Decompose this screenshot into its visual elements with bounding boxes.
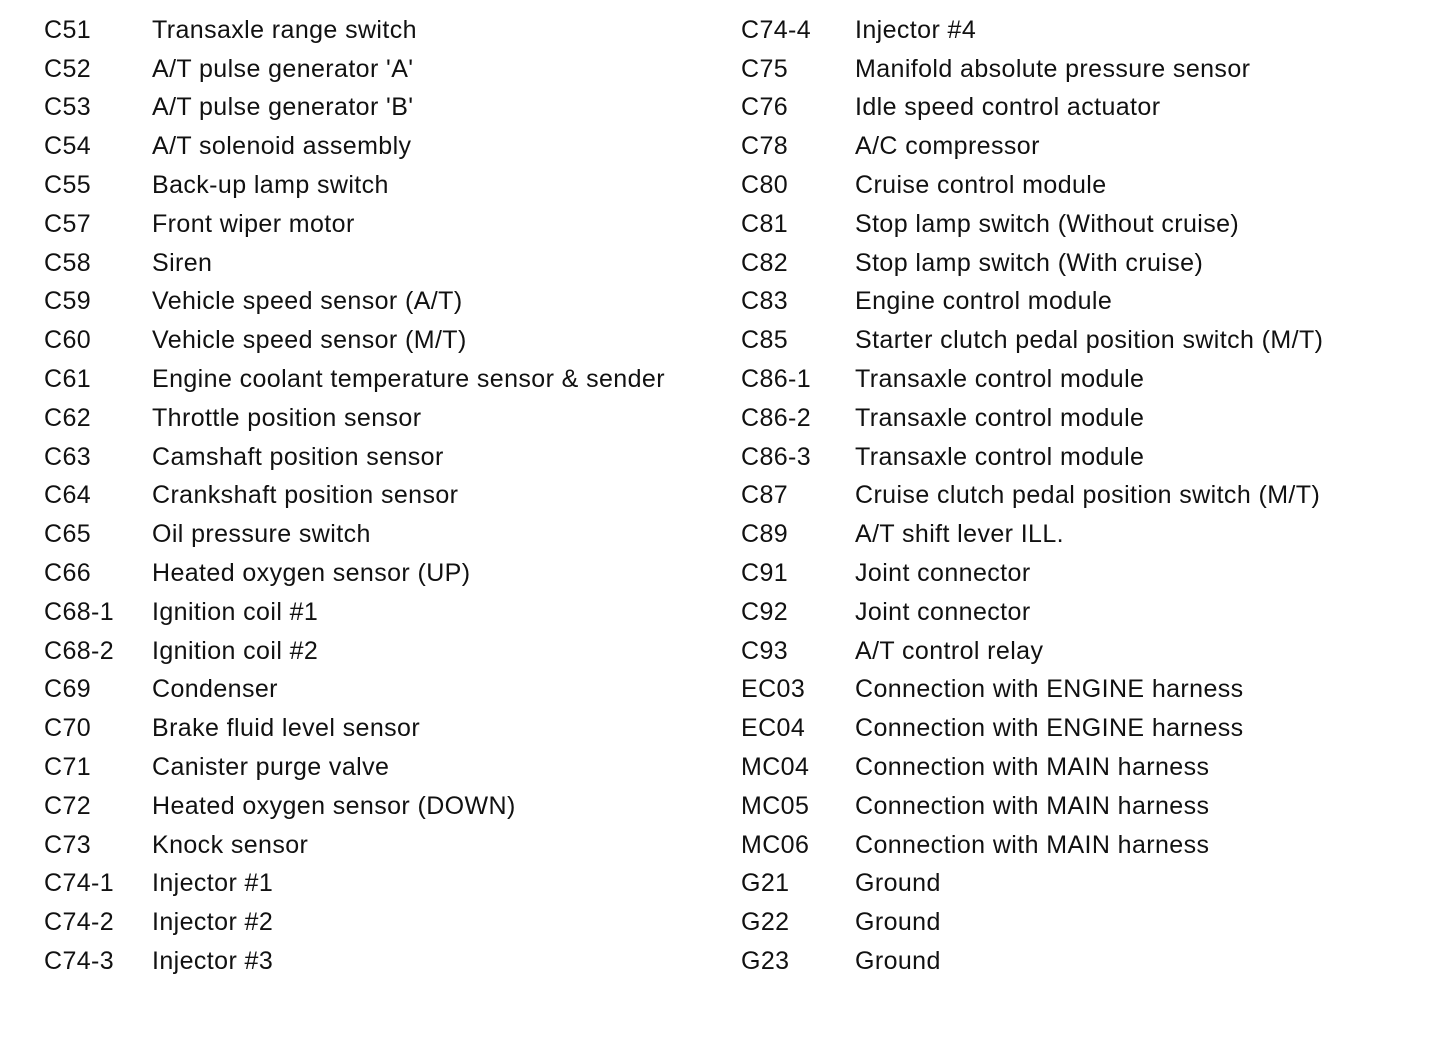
connector-row [44,903,714,942]
connector-code: C75 [741,54,789,83]
connector-code: C80 [741,171,789,200]
connector-row [44,360,714,399]
connector-description: Manifold absolute pressure sensor [855,54,1251,83]
connector-code: C72 [44,791,92,820]
connector-row [741,11,1421,50]
connector-code: C91 [741,559,789,588]
connector-code: MC06 [741,830,810,859]
connector-row [44,399,714,438]
connector-description: Ground [855,947,941,976]
connector-code: C93 [741,636,789,665]
connector-description: Ground [855,908,941,937]
connector-description: Connection with ENGINE harness [855,714,1244,743]
connector-description: Ground [855,869,941,898]
connector-description: A/T pulse generator 'B' [152,93,414,122]
connector-row [741,477,1421,516]
connector-row [741,244,1421,283]
connector-code: C52 [44,54,92,83]
connector-description: Back-up lamp switch [152,171,389,200]
connector-description: Crankshaft position sensor [152,481,459,510]
connector-code: C87 [741,481,789,510]
connector-row [44,283,714,322]
connector-description: Starter clutch pedal position switch (M/T) [855,326,1324,355]
connector-description: Canister purge valve [152,753,390,782]
connector-description: Cruise control module [855,171,1107,200]
connector-row [741,865,1421,904]
connector-code: C68-2 [44,636,115,665]
connector-description: A/T pulse generator 'A' [152,54,414,83]
connector-row [44,709,714,748]
connector-code: C78 [741,132,789,161]
connector-row [741,166,1421,205]
connector-description: Vehicle speed sensor (M/T) [152,326,467,355]
connector-description: A/T solenoid assembly [152,132,412,161]
connector-code: C55 [44,171,92,200]
connector-row [44,477,714,516]
connector-row [741,942,1421,981]
connector-description: Connection with MAIN harness [855,830,1210,859]
connector-code: C81 [741,209,789,238]
connector-row [44,438,714,477]
connector-code: C53 [44,93,92,122]
connector-description: Joint connector [855,559,1031,588]
connector-description: Condenser [152,675,278,704]
connector-row [44,166,714,205]
connector-row [741,632,1421,671]
connector-code: C57 [44,209,92,238]
connector-code: C73 [44,830,92,859]
connector-code: C76 [741,93,789,122]
connector-description: Connection with MAIN harness [855,791,1210,820]
connector-code: C54 [44,132,92,161]
connector-row [44,127,714,166]
connector-description: Injector #2 [152,908,274,937]
connector-description: A/T shift lever ILL. [855,520,1065,549]
connector-row [44,865,714,904]
connector-row [741,554,1421,593]
connector-code: C51 [44,15,92,44]
connector-code: C74-1 [44,869,115,898]
connector-code: C83 [741,287,789,316]
connector-code: C70 [44,714,92,743]
connector-row [741,283,1421,322]
connector-description: Heated oxygen sensor (DOWN) [152,791,516,820]
connector-row [44,244,714,283]
connector-row [741,127,1421,166]
connector-description: Brake fluid level sensor [152,714,421,743]
connector-description: Joint connector [855,597,1031,626]
connector-row [741,438,1421,477]
connector-code: C86-3 [741,442,812,471]
connector-description: A/C compressor [855,132,1040,161]
connector-description: Siren [152,248,213,277]
connector-code: C86-2 [741,403,812,432]
connector-row [44,89,714,128]
connector-description: Front wiper motor [152,209,355,238]
connector-row [741,321,1421,360]
connector-row [44,593,714,632]
connector-code: C82 [741,248,789,277]
connector-row [741,593,1421,632]
connector-description: Stop lamp switch (Without cruise) [855,209,1240,238]
connector-row [741,787,1421,826]
connector-description: Stop lamp switch (With cruise) [855,248,1204,277]
connector-row [44,554,714,593]
connector-row [741,748,1421,787]
connector-code: C68-1 [44,597,115,626]
connector-code: C85 [741,326,789,355]
connector-code: C60 [44,326,92,355]
connector-code: MC05 [741,791,810,820]
connector-code: EC04 [741,714,806,743]
connector-description: Transaxle range switch [152,15,417,44]
connector-row [44,205,714,244]
connector-code: C69 [44,675,92,704]
connector-description: Injector #1 [152,869,274,898]
connector-description: Transaxle control module [855,365,1145,394]
connector-code: G23 [741,947,790,976]
connector-code: C74-4 [741,15,812,44]
connector-code: C61 [44,365,92,394]
connector-description: Connection with ENGINE harness [855,675,1244,704]
connector-description: Oil pressure switch [152,520,371,549]
connector-row [741,903,1421,942]
connector-row [741,50,1421,89]
connector-description: Ignition coil #2 [152,636,319,665]
connector-description: Connection with MAIN harness [855,753,1210,782]
connector-code: C74-3 [44,947,115,976]
connector-description: Vehicle speed sensor (A/T) [152,287,463,316]
connector-description: Ignition coil #1 [152,597,319,626]
connector-list-right [741,11,1421,981]
connector-row [741,399,1421,438]
connector-row [44,50,714,89]
connector-code: C59 [44,287,92,316]
connector-description: Cruise clutch pedal position switch (M/T) [855,481,1321,510]
connector-code: C64 [44,481,92,510]
connector-code: C58 [44,248,92,277]
connector-description: Transaxle control module [855,442,1145,471]
connector-row [44,632,714,671]
connector-code: C74-2 [44,908,115,937]
connector-description: Engine coolant temperature sensor & sender [152,365,665,394]
connector-row [44,515,714,554]
connector-code: MC04 [741,753,810,782]
connector-description: Heated oxygen sensor (UP) [152,559,471,588]
connector-row [741,826,1421,865]
connector-code: C63 [44,442,92,471]
connector-code: EC03 [741,675,806,704]
connector-code: G21 [741,869,790,898]
connector-code: C66 [44,559,92,588]
connector-row [44,942,714,981]
connector-row [741,671,1421,710]
connector-row [741,205,1421,244]
connector-row [44,787,714,826]
connector-description: Injector #4 [855,15,977,44]
connector-list-left [44,11,714,981]
connector-row [741,515,1421,554]
connector-row [741,709,1421,748]
connector-code: C62 [44,403,92,432]
connector-description: A/T control relay [855,636,1044,665]
connector-row [44,11,714,50]
connector-row [741,89,1421,128]
connector-code: C65 [44,520,92,549]
connector-row [741,360,1421,399]
connector-code: C71 [44,753,92,782]
connector-code: C89 [741,520,789,549]
connector-description: Knock sensor [152,830,309,859]
connector-row [44,671,714,710]
connector-code: G22 [741,908,790,937]
connector-row [44,826,714,865]
connector-description: Transaxle control module [855,403,1145,432]
connector-description: Engine control module [855,287,1113,316]
connector-code: C86-1 [741,365,812,394]
connector-description: Camshaft position sensor [152,442,444,471]
connector-description: Throttle position sensor [152,403,422,432]
connector-code: C92 [741,597,789,626]
connector-description: Idle speed control actuator [855,93,1161,122]
connector-row [44,748,714,787]
connector-description: Injector #3 [152,947,274,976]
connector-row [44,321,714,360]
